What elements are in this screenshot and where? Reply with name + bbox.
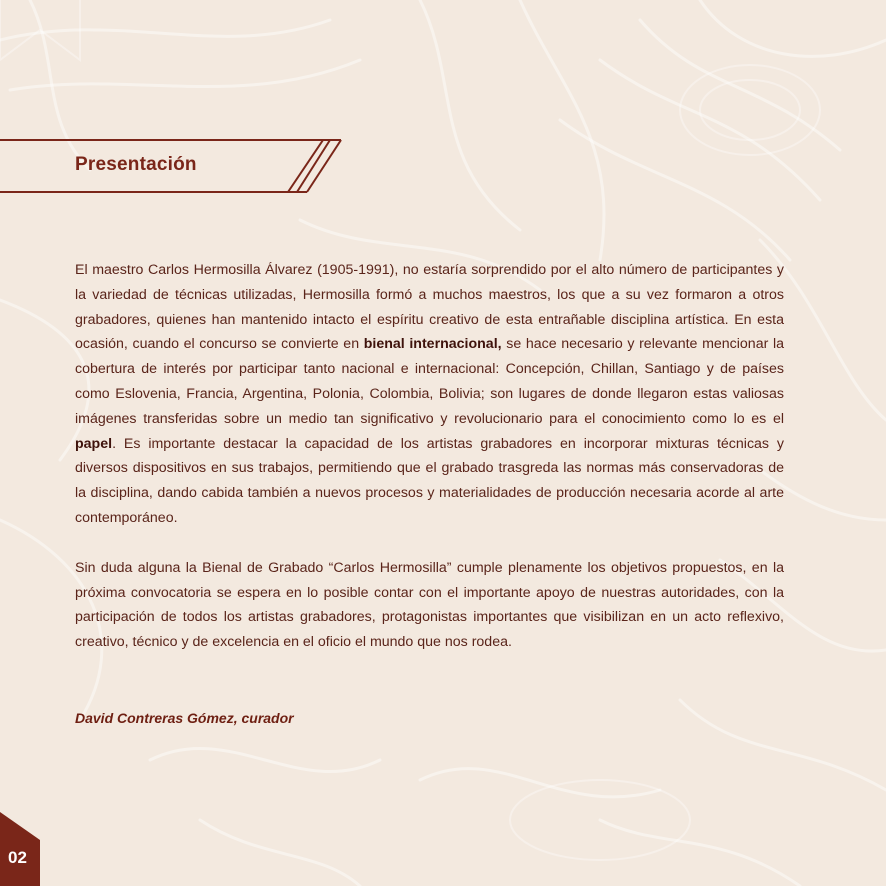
page-title: Presentación xyxy=(75,154,197,175)
paragraph-1 xyxy=(75,258,784,531)
presentation-body xyxy=(75,258,784,655)
paragraph-2: Sin duda alguna la Bienal de Grabado “Carlos Hermosilla” cumple plenamente los objetivos propuestos, en la próxima convocatoria se espera en lo posible contar con el importante apoyo de nuestras autoridades, con la participación de todos los artistas grabadores, protagonistas importantes que visibilizan en un acto reflexivo, creativo, técnico y de excelencia en el oficio el mundo que nos rodea. xyxy=(75,559,784,651)
paragraph-1-text-b: se hace necesario y relevante mencionar la cobertura de interés por participar tanto nacional e internacional: Concepción, Chillan, Santiago y de países como Eslovenia, Francia, Argentina, Polonia, Colombia, Bolivia; son lugares de donde llegaron estas valiosas imágenes transferidas sobre un medio tan significativo y revolucionario para el conocimiento como lo es el xyxy=(75,336,784,427)
bold-papel: papel xyxy=(75,435,113,452)
bold-bienal-internacional: bienal internacional, xyxy=(363,336,502,353)
page-number: 02 xyxy=(8,848,27,867)
paragraph-1-text-a: El maestro Carlos Hermosilla Álvarez (1905-1991), no estaría sorprendido por el alto número de participantes y la variedad de técnicas utilizadas, Hermosilla formó a muchos maestros, los que a su vez formaron a otros grabadores, quienes han mantenido intacto el espíritu creativo de esta entrañable disciplina artística. En esta ocasión, cuando el concurso se convierte en xyxy=(75,262,784,353)
author-signature: David Contreras Gómez, curador xyxy=(75,710,294,726)
paragraph-1-text-c: . Es importante destacar la capacidad de los artistas grabadores en incorporar mixturas técnicas y diversos dispositivos en sus trabajos, permitiendo que el grabado trasgreda las normas más conservadoras de la disciplina, dando cabida también a nuevos procesos y materialidades de producción necesaria acorde al arte contemporáneo. xyxy=(75,435,784,526)
